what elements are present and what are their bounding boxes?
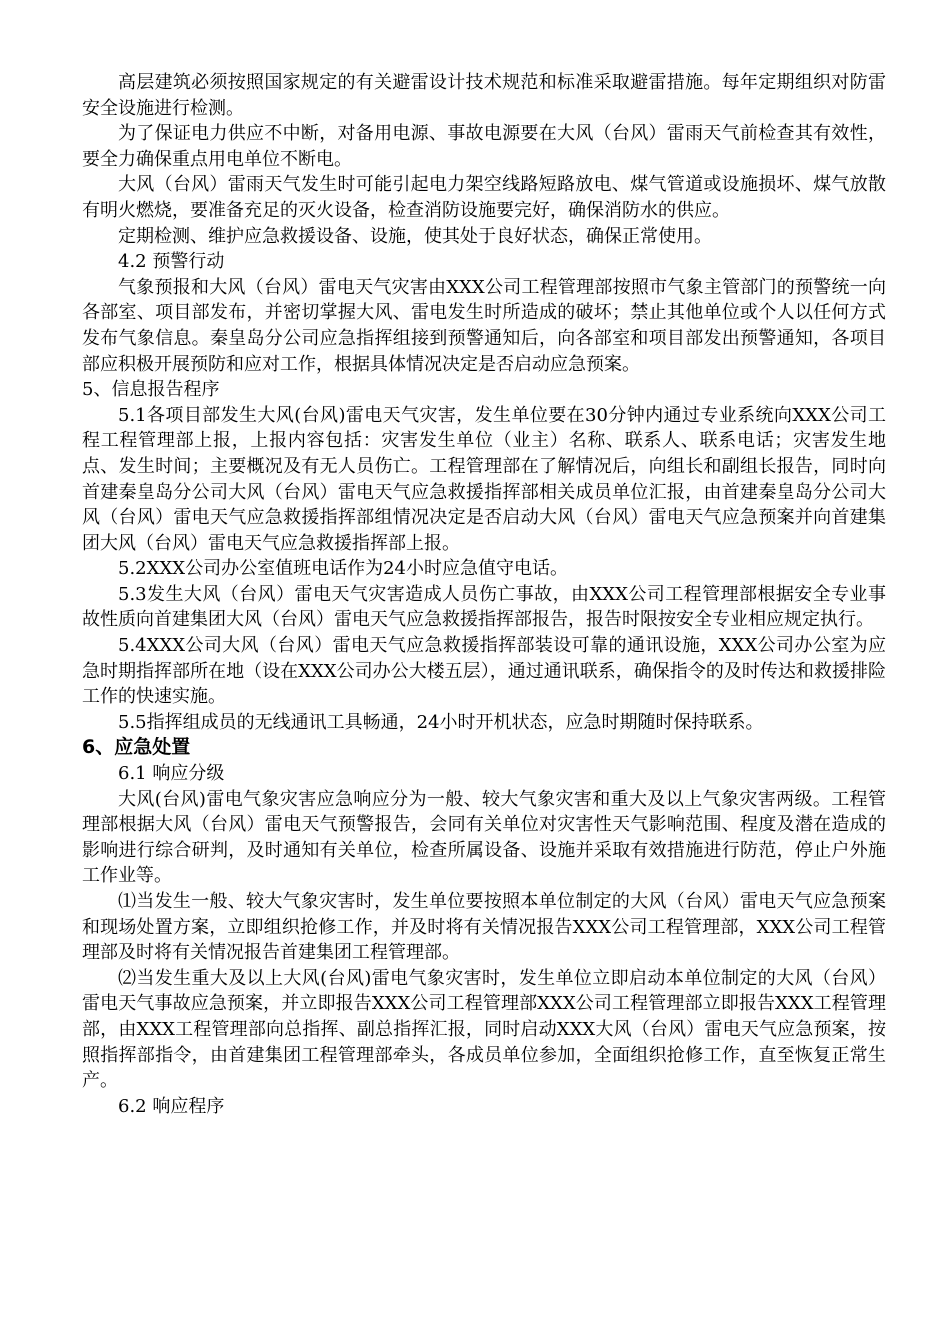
- section-heading-6: 6、应急处置: [82, 736, 191, 759]
- section-heading-5: 5、信息报告程序: [82, 379, 220, 401]
- paragraph-response-levels: 大风(台风)雷电气象灾害应急响应分为一般、较大气象灾害和重大及以上气象灾害两级。工程管理部根据大风（台风）雷电天气预警报告，会同有关单位对灾害性天气影响范围、程度及潜在造成的影响进行综合研判，及时通知有关单位，检查所属设备、设施并采取有效措施进行防范，停止户外施工作业等。: [82, 788, 886, 887]
- paragraph-lightning-protection: 高层建筑必须按照国家规定的有关避雷设计技术规范和标准采取避雷措施。每年定期组织对防雷安全设施进行检测。: [82, 72, 886, 119]
- section-heading-6-2: 6.2 响应程序: [118, 1095, 225, 1117]
- paragraph-5-1: 5.1各项目部发生大风(台风)雷电天气灾害，发生单位要在30分钟内通过专业系统向XXX公司工程工程管理部上报，上报内容包括：灾害发生单位（业主）名称、联系人、联系电话；灾害发生地点、发生时间；主要概况及有无人员伤亡。工程管理部在了解情况后，向组长和副组长报告，同时向首建秦皇岛分公司大风（台风）雷电天气应急救援指挥部相关成员单位汇报，由首建秦皇岛分公司大风（台风）雷电天气应急救援指挥部组情况决定是否启动大风（台风）雷电天气应急预案并向首建集团大风（台风）雷电天气应急救援指挥部上报。: [82, 404, 886, 554]
- paragraph-equipment-maintenance: 定期检测、维护应急救援设备、设施，使其处于良好状态，确保正常使用。: [118, 225, 712, 247]
- paragraph-power-supply: 为了保证电力供应不中断，对备用电源、事故电源要在大风（台风）雷雨天气前检查其有效性，要全力确保重点用电单位不断电。: [82, 123, 886, 170]
- paragraph-major-disaster: ⑵当发生重大及以上大风(台风)雷电气象灾害时，发生单位立即启动本单位制定的大风（台风）雷电天气事故应急预案，并立即报告XXX公司工程管理部XXX公司工程管理部立即报告XXX工程管理部，由XXX工程管理部向总指挥、副总指挥汇报，同时启动XXX大风（台风）雷电天气应急预案，按照指挥部指令，由首建集团工程管理部牵头，各成员单位参加，全面组织抢修工作，直至恢复正常生产。: [82, 967, 886, 1092]
- paragraph-5-5: 5.5指挥组成员的无线通讯工具畅通，24小时开机状态，应急时期随时保持联系。: [118, 711, 764, 733]
- paragraph-5-2: 5.2XXX公司办公室值班电话作为24小时应急值守电话。: [118, 558, 568, 580]
- paragraph-fire-safety: 大风（台风）雷雨天气发生时可能引起电力架空线路短路放电、煤气管道或设施损坏、煤气放散有明火燃烧，要准备充足的灭火设备，检查消防设施要完好，确保消防水的供应。: [82, 174, 886, 221]
- paragraph-general-disaster: ⑴当发生一般、较大气象灾害时，发生单位要按照本单位制定的大风（台风）雷电天气应急预案和现场处置方案，立即组织抢修工作，并及时将有关情况报告XXX公司工程管理部，XXX公司工程管理部及时将有关情况报告首建集团工程管理部。: [82, 891, 886, 964]
- section-heading-6-1: 6.1 响应分级: [118, 763, 225, 785]
- section-heading-4-2: 4.2 预警行动: [118, 251, 225, 273]
- paragraph-warning-action: 气象预报和大风（台风）雷电天气灾害由XXX公司工程管理部按照市气象主管部门的预警统一向各部室、项目部发布，并密切掌握大风、雷电发生时所造成的破坏；禁止其他单位或个人以任何方式发布气象信息。秦皇岛分公司应急指挥组接到预警通知后，向各部室和项目部发出预警通知，各项目部应积极开展预防和应对工作，根据具体情况决定是否启动应急预案。: [82, 276, 886, 375]
- paragraph-5-3: 5.3发生大风（台风）雷电天气灾害造成人员伤亡事故，由XXX公司工程管理部根据安全专业事故性质向首建集团大风（台风）雷电天气应急救援指挥部报告，报告时限按安全专业相应规定执行。: [82, 583, 886, 631]
- paragraph-5-4: 5.4XXX公司大风（台风）雷电天气应急救援指挥部装设可靠的通讯设施，XXX公司办公室为应急时期指挥部所在地（设在XXX公司办公大楼五层），通过通讯联系，确保指令的及时传达和救援排险工作的快速实施。: [82, 635, 886, 708]
